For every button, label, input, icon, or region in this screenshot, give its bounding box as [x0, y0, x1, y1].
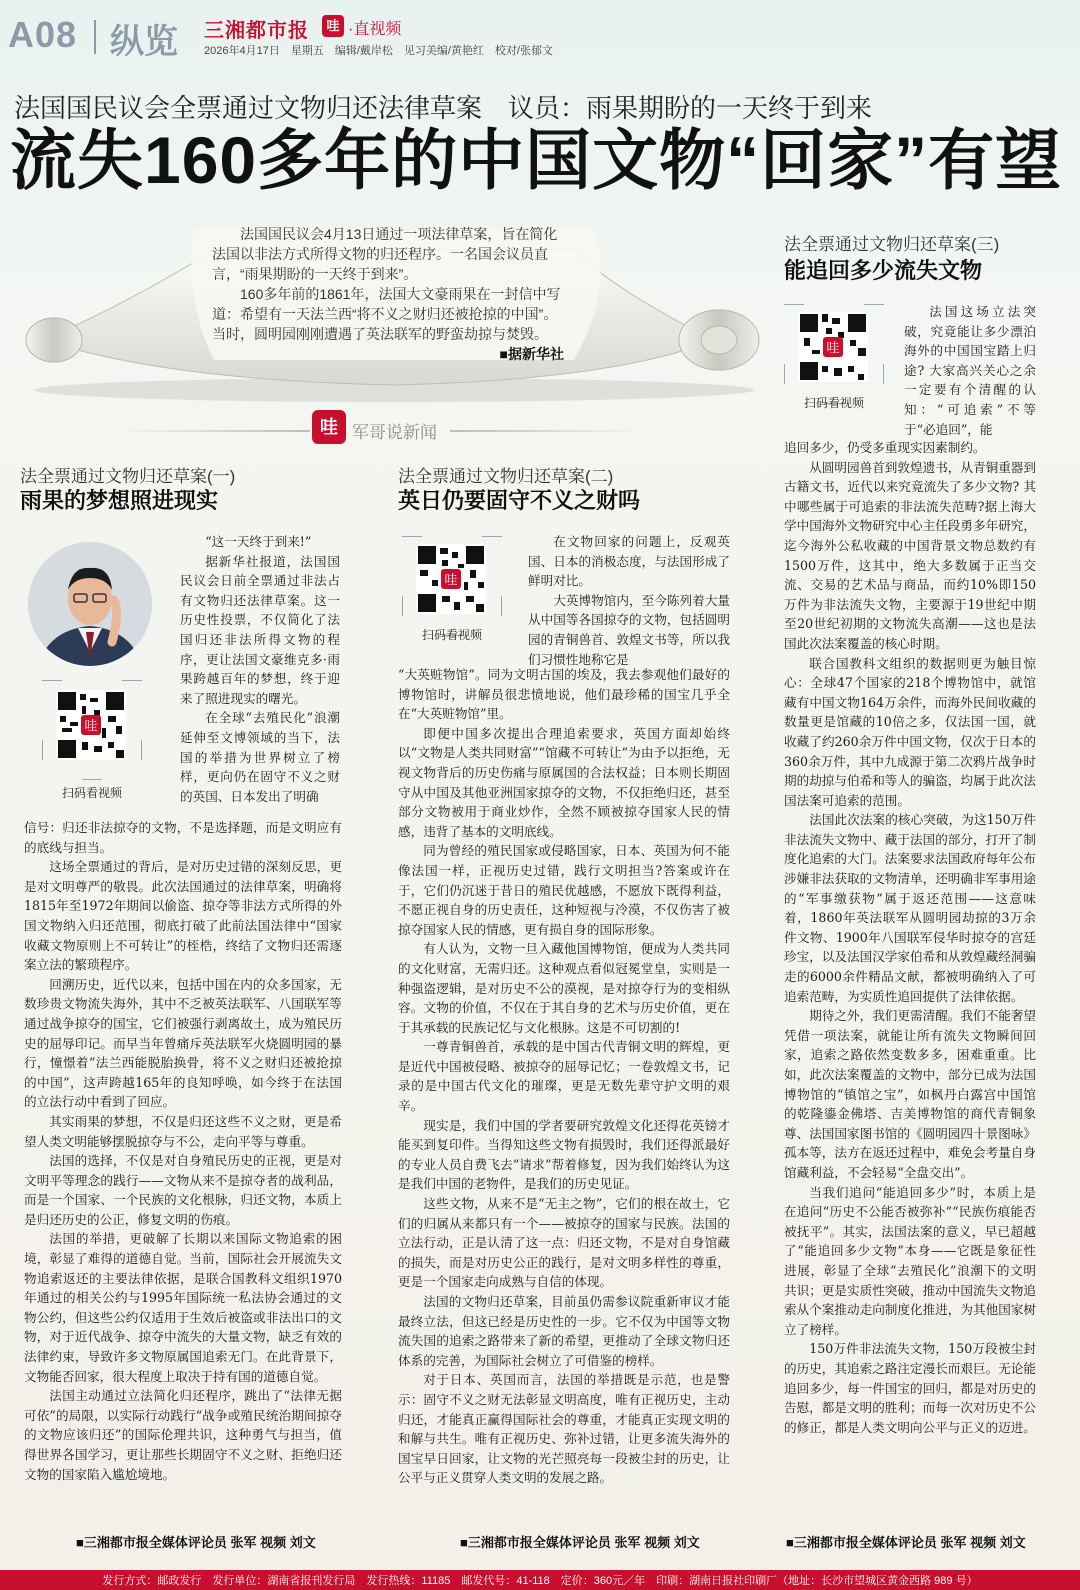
col3-paragraph: 期待之外，我们更需清醒。我们不能奢望凭借一项法案，就能让所有流失文物瞬间回家，追索之路依然变数多多，困难重重。比如，此次法案覆盖的文物中，部分已成为法国博物馆的“镇馆之宝”，如枫丹白露宫中国馆的乾隆鎏金佛塔、吉美博物馆的商代青铜象尊、法国国家图书馆的《圆明园四十景图咏》孤本等，法方在返还过程中，难免会考量自身馆藏利益，不会轻易“全盘交出”。 — [784, 1008, 1036, 1180]
newspaper-brand: 三湘都市报 — [204, 20, 309, 42]
col2-paragraph: “大英赃物馆”。同为文明古国的埃及，我去参观他们最好的博物馆时，讲解员很悲愤地说，他们最珍稀的国宝几乎全在“大英赃物馆”里。 — [398, 667, 730, 722]
col2-paragraph: 有人认为，文物一旦入藏他国博物馆，便成为人类共同的文化财富，无需归还。这种观点看似冠冕堂皇，实则是一种强盗逻辑，是对历史不公的漠视，是对掠夺行为的变相纵容。文物的价值，不仅在于其自身的艺术与历史价值，更在于其承载的民族记忆与文化根脉。这是不可切割的! — [398, 941, 730, 1035]
col2-paragraph: 法国的文物归还草案，目前虽仍需参议院重新审议才能最终立法，但这已经是历史性的一步。它不仅为中国等文物流失国的追索之路带来了新的希望，更推动了全球文物归还体系的完善，为国际社会树立了可借鉴的榜样。 — [398, 1294, 730, 1368]
junge-logo-icon: 哇 — [312, 410, 346, 444]
col1-paragraph: 法国的选择，不仅是对自身殖民历史的正视，更是对文明平等理念的践行——文物从来不是掠夺者的战利品，而是一个国家、一个民族的文化根脉，归还文物，本质上是归还历史的公正，修复文明的伤痕。 — [24, 1153, 342, 1227]
svg-text:哇: 哇 — [84, 719, 98, 734]
col1-title: 雨果的梦想照进现实 — [20, 488, 219, 513]
lead-paragraph — [212, 224, 564, 364]
col3-title: 能追回多少流失文物 — [784, 258, 983, 283]
col2-author: ■三湘都市报全媒体评论员 张军 视频 刘文 — [460, 1535, 700, 1550]
lead-source-wrap — [212, 344, 564, 364]
col2-paragraph: 对于日本、英国而言，法国的举措既是示范，也是警示：固守不义之财无法彰显文明高度，唯有正视历史，主动归还，才能真正赢得国际社会的尊重，才能真正实现文明的和解与共生。唯有正视历史、弥补过错，让更多流失海外的国宝早日回家，让文物的光芒照亮每一段被尘封的历史，让公平与正义贯穿人类文明的发展之路。 — [398, 1372, 730, 1486]
col2-paragraph: 在文物回家的问题上，反观英国、日本的消极态度，与法国形成了鲜明对比。 — [528, 534, 730, 589]
col3-paragraph: 联合国教科文组织的数据则更为触目惊心：全球47个国家的218个博物馆中，就馆藏有中国文物164万余件，而海外民间收藏的数量更是馆藏的10倍之多，仅法国一国，就收藏了约260余万件中国文物，仅次于日本的360余万件，其中九成源于第二次鸦片战争时期的劫掠与伯希和等人的骗盗，均属于此次法国法案可追索的范围。 — [784, 655, 1036, 808]
col1-narrow-text — [180, 532, 340, 806]
author-avatar — [28, 542, 152, 666]
col2-wide-text — [398, 665, 730, 1488]
qr-code-icon[interactable] — [42, 680, 142, 780]
col2-paragraph: 现实是，我们中国的学者要研究敦煌文化还得花英镑才能买到复印件。当得知这些文物有损毁时，我们还得派最好的专业人员自费飞去“请求”帮着修复，因为我们始终认为这是我们中国的老物件，是我们的历史见证。 — [398, 1117, 730, 1192]
col1-paragraph: 据新华社报道，法国国民议会日前全票通过非法占有文物归还法律草案。这一历史性投票，不仅简化了法国归还非法所得文物的程序，更让法国文豪维克多·雨果跨越百年的梦想，终于迎来了照进现实的曙光。 — [180, 553, 340, 706]
lead-source: ■据新华社 — [499, 346, 564, 362]
headline-kicker: 法国国民议会全票通过文物归还法律草案 议员：雨果期盼的一天终于到来 — [14, 93, 873, 123]
lead-p1: 法国国民议会4月13日通过一项法律草案，旨在简化法国以非法方式所得文物的归还程序。一名国会议员直言，“雨果期盼的一天终于到来”。 — [212, 226, 558, 282]
masthead-divider — [94, 20, 96, 54]
col1-author: ■三湘都市报全媒体评论员 张军 视频 刘文 — [76, 1535, 316, 1550]
col3-paragraph: 当我们追问“能追回多少”时，本质上是在追问“历史不公能否被弥补”“民族伤痕能否被抚平”。其实，法国法案的意义，早已超越了“能追回多少文物”本身——它既是象征性进展，彰显了全球“去殖民化”浪潮下的文明共识；更是实质性突破，推动中国流失文物追索从个案推动走向制度化推进，为其他国家树立了榜样。 — [784, 1184, 1036, 1337]
footer-info: 发行方式：邮政发行 发行单位：湖南省报刊发行局 发行热线：11185 邮发代号：41-118 定价：360元／年 印刷：湖南日报社印刷厂（地址：长沙市望城区黄金西路 989 号） — [102, 1575, 978, 1587]
main-headline: 流失160多年的中国文物“回家”有望 — [10, 123, 1063, 197]
col1-paragraph: 法国主动通过立法简化归还程序，跳出了“法律无据可依”的局限，以实际行动践行“战争或殖民统治期间掠夺的文物应该归还”的国际伦理共识，这种勇气与担当，值得世界各国学习，更让那些长期固守不义之财、拒绝归还文物的国家陷入尴尬境地。 — [24, 1388, 342, 1482]
page-number: A08 — [8, 14, 78, 55]
col3-paragraph: 法国这场立法突破，究竟能让多少漂泊海外的中国国宝踏上归途? 大家高兴关心之余一定要有个清醒的认知：“可追索”不等于“必追回”，能 — [904, 304, 1036, 437]
col3-author: ■三湘都市报全媒体评论员 张军 视频 刘文 — [786, 1535, 1026, 1550]
section-name: 纵览 — [110, 23, 178, 61]
qr-label: 扫码看视频 — [61, 786, 122, 800]
col1-paragraph: 这场全票通过的背后，是对历史过错的深刻反思，更是对文明尊严的敬畏。此次法国通过的法律草案，明确将1815年至1972年期间以偷盗、掠夺等非法方式所得的外国文物纳入归还范围，彻底打破了此前法国法律中“国家收藏文物原则上不可转让”的桎梏，终结了文物归还需逐案立法的繁琐程序。 — [24, 859, 342, 973]
qr-label: 扫码看视频 — [421, 628, 482, 642]
col1-paragraph: 回溯历史，近代以来，包括中国在内的众多国家，无数珍贵文物流失海外，其中不乏被英法联军、八国联军等通过战争掠夺的国宝，它们被强行剥离故土，成为殖民历史的屈辱印记。而早当年曾痛斥英法联军火烧圆明园的暴行，憧憬着“法兰西能脱胎换骨，将不义之财归还被抢掠的中国”，这声跨越165年的良知呼唤，如今终于在法国的立法行动中看到了回应。 — [24, 976, 342, 1110]
qr-label: 扫码看视频 — [803, 396, 864, 410]
junge-divider-right — [450, 430, 640, 432]
col3-paragraph: 法国此次法案的核心突破，为这150万件非法流失文物中、藏于法国的部分，打开了制度化追索的大门。法案要求法国政府每年公布涉嫌非法获取的文物清单，还明确非军事用途的“军事缴获物”属于返还范围——这意味着，1860年英法联军从圆明园劫掠的3万余件文物、1900年八国联军侵华时掠夺的宫廷珍宝，以及法国汉学家伯希和从敦煌藏经洞骗走的6000余件精品文献，都被明确纳入了可追索范畴，为实质性追回提供了法律依据。 — [784, 812, 1036, 1004]
col2-kicker: 法全票通过文物归还草案(二) — [398, 467, 614, 486]
col3-paragraph: 150万件非法流失文物，150万段被尘封的历史，其追索之路注定漫长而艰巨。无论能追回多少，每一件国宝的回归，都是对历史的告慰，都是文明的胜利；而每一次对历史不公的修正，都是人类文明向公平与正义的迈进。 — [784, 1341, 1036, 1435]
col2-narrow-text — [528, 532, 730, 669]
col2-paragraph: 同为曾经的殖民国家或侵略国家，日本、英国为何不能像法国一样，正视历史过错，践行文明担当?答案或许在于，它们仍沉迷于昔日的殖民优越感，不愿放下既得利益，不愿正视自身的历史责任，这种短视与冷漠，不仅伤害了被掠夺国家人民的情感，更有损自身的国际形象。 — [398, 843, 730, 937]
col2-qr-wrap[interactable] — [402, 536, 502, 643]
junge-label: 军哥说新闻 — [352, 423, 437, 442]
brand-logo-icon: 哇 — [322, 15, 344, 37]
col3-kicker: 法全票通过文物归还草案(三) — [784, 235, 1000, 254]
col1-paragraph: 法国的举措，更破解了长期以来国际文物追索的困境，彰显了难得的道德自觉。当前，国际社会开展流失文物追索返还的主要法律依据，是联合国教科文组织1970年通过的相关公约与1995年国际统一私法协会通过的文物公约，但这些公约仅适用于生效后被盗或非法出口的文物，对于近代战争、掠夺中流失的大量文物，缺乏有效的法律约束，导致许多文物原属国追索无门。在此背景下，文物能否回家，很大程度上取决于持有国的道德自觉。 — [24, 1231, 342, 1384]
qr-code-icon[interactable] — [784, 304, 884, 404]
col2-title: 英日仍要固守不义之财吗 — [398, 488, 641, 513]
svg-text:哇: 哇 — [826, 341, 840, 356]
col2-paragraph: 即便中国多次提出合理追索要求，英国方面却始终以“文物是人类共同财富”“馆藏不可转让”为由予以拒绝，无视文物背后的历史伤痛与原属国的合法权益；日本则长期固守从中国及其他亚洲国家掠夺的文物，不仅拒绝归还，甚至部分文物被用于商业炒作，全然不顾被掠夺国家人民的情感，违背了基本的文明底线。 — [398, 725, 730, 839]
col3-narrow-text — [904, 302, 1036, 439]
col1-paragraph: 信号：归还非法掠夺的文物，不是选择题，而是文明应有的底线与担当。 — [24, 820, 342, 855]
col3-paragraph: 从圆明园兽首到敦煌遗书，从青铜重器到古籍文书，近代以来究竟流失了多少文物? 其中哪些属于可追索的非法流失范畴?据上海大学中国海外文物研究中心主任段勇多年研究，迄今海外公私收藏的中国背景文物总数约有1500万件，这其中，绝大多数属于正当交流、交易的艺术品与商品，而约10%即150万件为非法流失文物，主要源于19世纪中期至20世纪初期的文物流失高潮——这也是法国此次法案覆盖的核心时期。 — [784, 459, 1036, 651]
col1-qr-wrap[interactable] — [42, 680, 142, 801]
col3-wide-text — [784, 438, 1036, 1437]
col1-wide-text — [24, 818, 342, 1484]
issue-meta: 2026年4月17日 星期五 编辑/戴岸松 见习美编/黄艳红 校对/张郁文 — [204, 45, 553, 57]
qr-code-icon[interactable] — [402, 536, 502, 636]
col3-qr-wrap[interactable] — [784, 304, 884, 411]
col2-paragraph: 一尊青铜兽首，承载的是中国古代青铜文明的辉煌，更是近代中国被侵略、被掠夺的屈辱记忆；一卷敦煌文书，记录的是中国古代文化的璀璨，更是无数先辈守护文明的艰辛。 — [398, 1039, 730, 1114]
col1-paragraph: 在全球“去殖民化”浪潮延伸至文博领域的当下，法国的举措为世界树立了榜样，更向仍在固守不义之财的英国、日本发出了明确 — [180, 710, 340, 804]
lead-p2: 160多年前的1861年，法国大文豪雨果在一封信中写道：希望有一天法兰西“将不义之财归还被抢掠的中国”。当时，圆明园刚刚遭遇了英法联军的野蛮劫掠与焚毁。 — [212, 286, 561, 342]
svg-text:哇: 哇 — [444, 573, 458, 588]
col2-paragraph: 大英博物馆内，至今陈列着大量从中国等各国掠夺的文物，包括圆明园的青铜兽首、敦煌文书等，所以我们习惯性地称它是 — [528, 592, 730, 667]
brand-sub: ·直视频 — [348, 21, 402, 38]
junge-divider-left — [120, 430, 310, 432]
col1-kicker: 法全票通过文物归还草案(一) — [20, 467, 236, 486]
col1-paragraph: “这一天终于到来!” — [205, 534, 312, 549]
col3-paragraph: 追回多少，仍受多重现实因素制约。 — [784, 440, 986, 455]
col1-paragraph: 其实雨果的梦想，不仅是归还这些不义之财，更是希望人类文明能够摆脱掠夺与不公，走向平等与尊重。 — [24, 1113, 342, 1149]
col2-paragraph: 这些文物，从来不是“无主之物”，它们的根在故土，它们的归属从来都只有一个——被掠夺的国家与民族。法国的立法行动，正是认清了这一点：归还文物，不是对自身馆藏的损失，而是对历史公正的践行，是对文明多样性的尊重，更是一个国家走向成熟与自信的体现。 — [398, 1196, 730, 1290]
